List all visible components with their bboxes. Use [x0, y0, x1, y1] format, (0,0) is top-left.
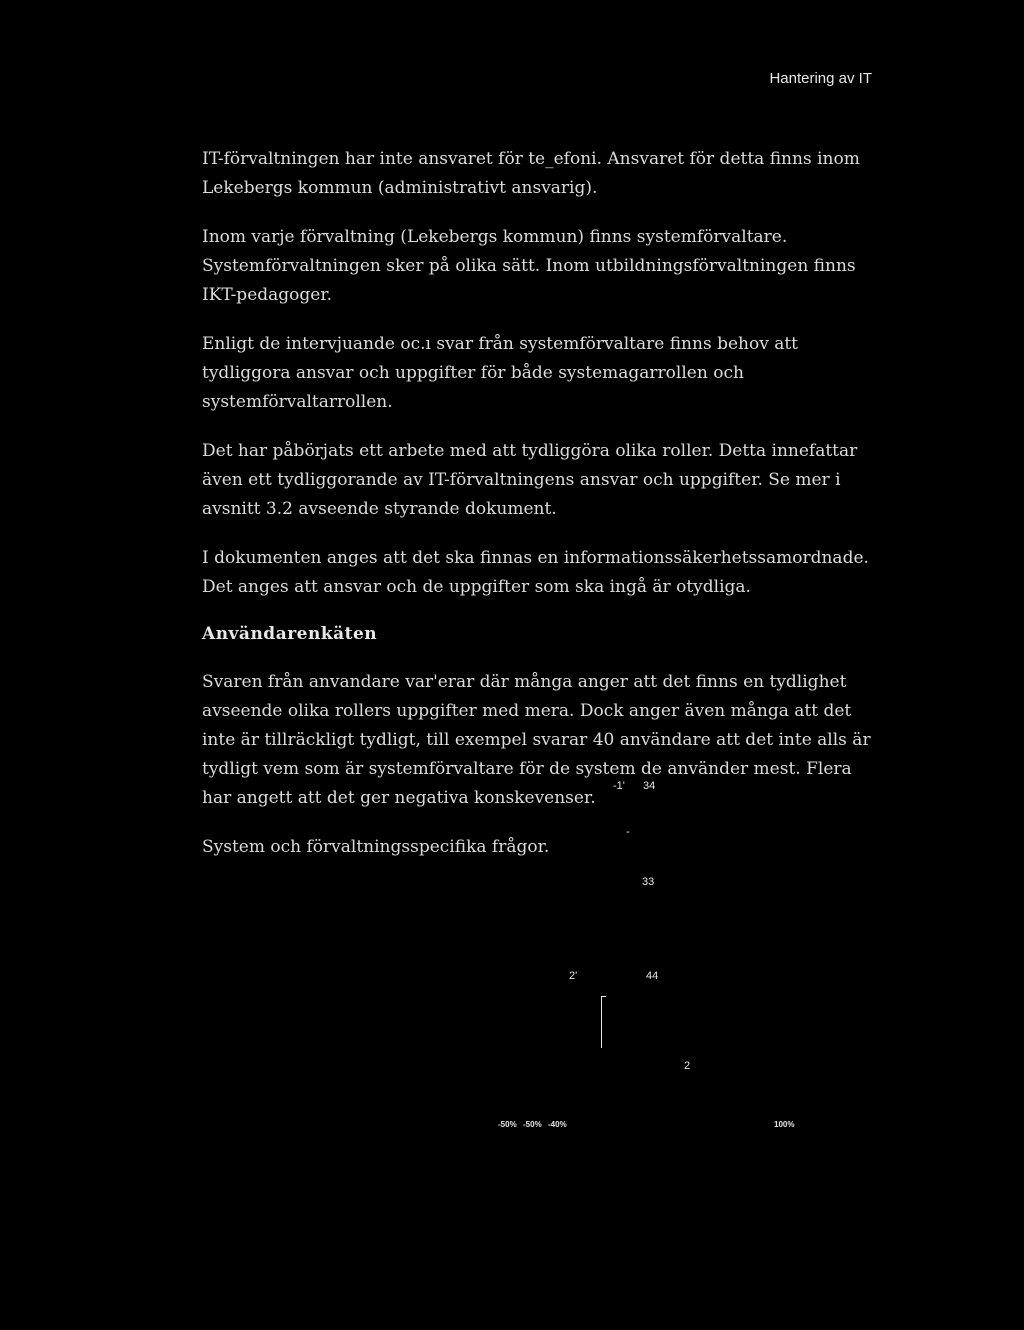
- chart-x-tick: -50%: [523, 1120, 542, 1129]
- chart-data-label: 2: [684, 1060, 691, 1072]
- paragraph: I dokumenten anges att det ska finnas en informationssäkerhetssamordnade. Det anges att ansvar och de uppgifter som ska ingå är otydliga.: [202, 548, 869, 597]
- chart-data-label: -1': [613, 780, 625, 792]
- section-heading: Användarenkäten: [202, 624, 378, 644]
- chart-data-label: 33: [642, 876, 655, 888]
- paragraph: Svaren från anvandare var'erar där många anger att det finns en tydlighet avseende olika rollers uppgifter med mera. Dock anger även många att det inte är tillräckligt tydligt, till exempel svarar 40 användare att det inte alls är tydligt vem som är systemförvaltare för de system de använder mest. Flera har angett att det ger negativa konskevenser.: [202, 672, 871, 808]
- chart-bar-marker: [601, 996, 602, 1048]
- chart-bar-marker: [601, 996, 606, 997]
- paragraph: IT-förvaltningen har inte ansvaret för te_efoni. Ansvaret för detta finns inom Lekebergs kommun (administrativt ansvarig).: [202, 149, 860, 198]
- paragraph: System och förvaltningsspecifika frågor.: [202, 837, 550, 857]
- chart-x-tick: 100%: [774, 1120, 795, 1129]
- paragraph: Inom varje förvaltning (Lekebergs kommun) finns systemförvaltare. Systemförvaltningen sker på olika sätt. Inom utbildningsförvaltningen finns IKT-pedagoger.: [202, 227, 856, 305]
- chart-data-label: 2': [569, 970, 578, 982]
- page-header: Hantering av IT: [769, 70, 872, 87]
- paragraph: Det har påbörjats ett arbete med att tydliggöra olika roller. Detta innefattar även ett tydliggorande av IT-förvaltningens ansvar och uppgifter. Se mer i avsnitt 3.2 avseende styrande dokument.: [202, 441, 858, 519]
- paragraph: Enligt de intervjuande oc.ı svar från systemförvaltare finns behov att tydliggora ansvar och uppgifter för både systemagarrollen och systemförvaltarrollen.: [202, 334, 799, 412]
- chart-x-tick: -40%: [548, 1120, 567, 1129]
- chart-x-tick: -50%: [498, 1120, 517, 1129]
- chart-data-label: -: [626, 826, 630, 838]
- chart: [480, 760, 840, 1160]
- chart-data-label: 34: [643, 780, 656, 792]
- chart-data-label: 44: [646, 970, 659, 982]
